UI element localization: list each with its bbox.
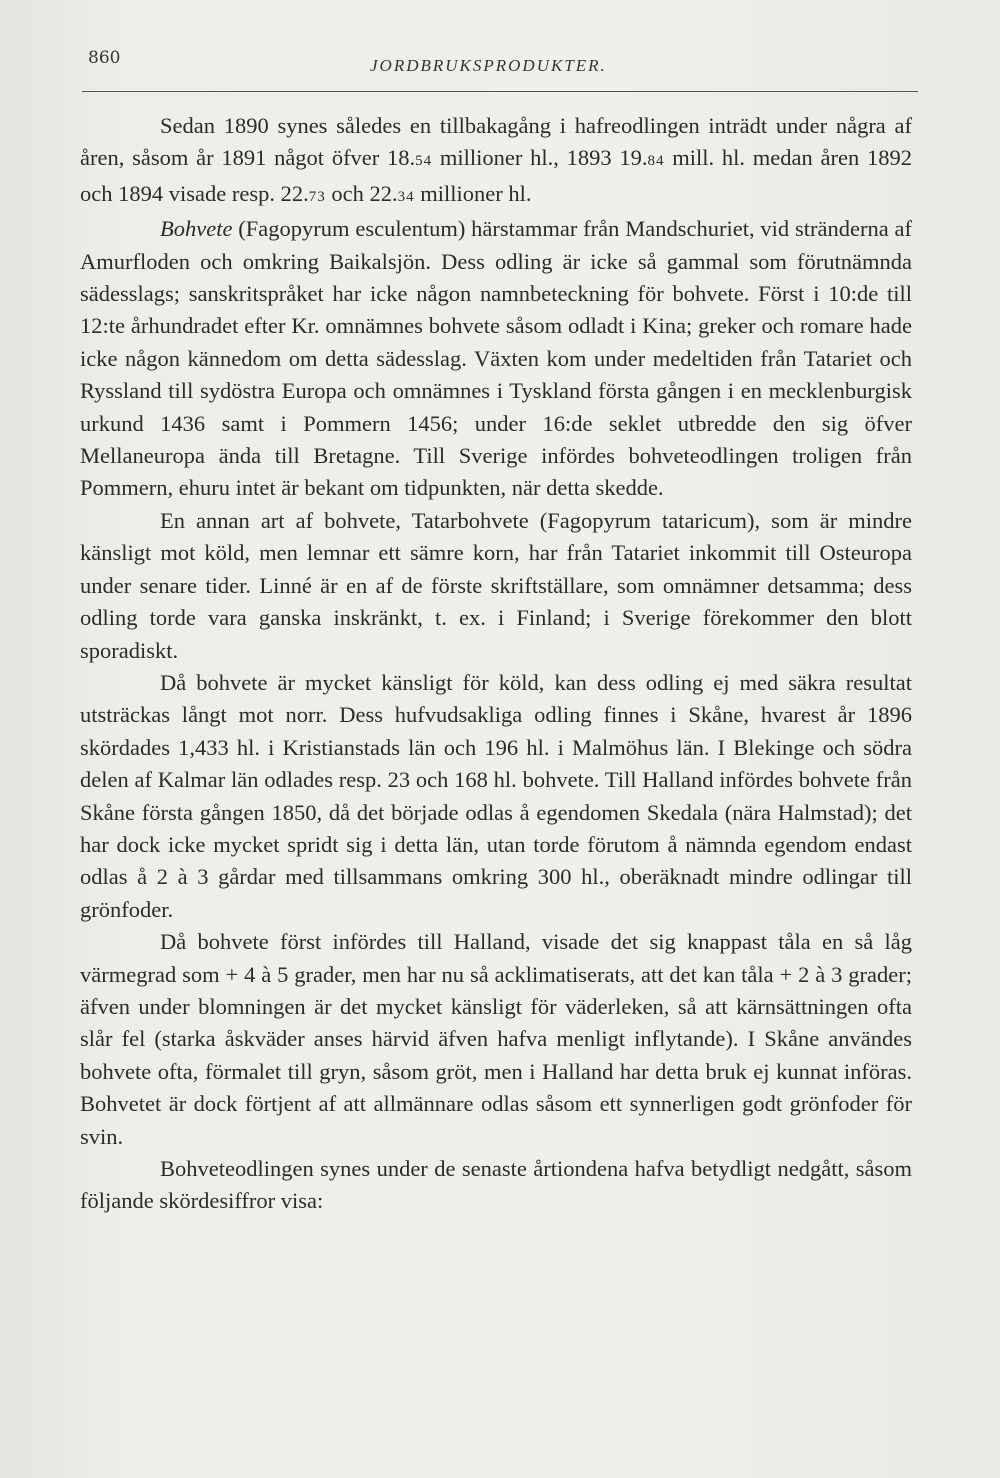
paragraph-1: Sedan 1890 synes således en tillbakagång i hafreodlingen inträdt under några af åren, såsom år 1891 något öfver 18.54 millioner hl., 1893 19.84 mill. hl. medan åren 1892 och 1894 visade resp. 22.73 och 22.34 millioner hl. <box>80 113 912 206</box>
page-header <box>88 44 918 84</box>
paragraph-3: En annan art af bohvete, Tatarbohvete (Fagopyrum tataricum), som är mindre känsligt mot köld, men lemnar ett sämre korn, har från Tatariet inkommit till Osteuropa under senare tider. Linné är en af de förste skriftställare, som omnämner detsamma; dess odling torde vara ganska inskränkt, t. ex. i Finland; i Sverige förekommer den blott sporadiskt. <box>80 507 912 663</box>
paragraph-6: Bohveteodlingen synes under de senaste årtiondena hafva betydligt nedgått, såsom följande skördesiffror visa: <box>80 1156 912 1214</box>
body-text <box>80 110 912 1218</box>
paragraph-4: Då bohvete är mycket känsligt för köld, kan dess odling ej med säkra resultat utsträckas långt mot norr. Dess hufvudsakliga odling finnes i Skåne, hvarest år 1896 skördades 1,433 hl. i Kristianstads län och 196 hl. i Malmöhus län. I Blekinge och södra delen af Kalmar län odlades resp. 23 och 168 hl. bohvete. Till Halland infördes bohvete från Skåne första gången 1850, då det började odlas å egendomen Skedala (nära Halmstad); det har dock icke mycket spridt sig i detta län, utan torde förutom å nämnda egendom endast odlas å 2 à 3 gårdar med tillsammans omkring 300 hl., oberäknadt mindre odlingar till grönfoder. <box>80 669 912 922</box>
term-bohvete: Bohvete <box>160 216 233 242</box>
paragraph-2: Bohvete (Fagopyrum esculentum) härstammar från Mandschuriet, vid stränderna af Amurfloden och omkring Baikalsjön. Dess odling är icke så gammal som förutnämnda sädesslags; sanskritspråket har icke någon namnbeteckning för bohvete. Först i 10:de till 12:te århundradet efter Kr. omnämnes bohvete såsom odladt i Kina; greker och romare hade icke någon kännedom om detta sädesslag. Växten kom under medeltiden från Tatariet och Ryssland till sydöstra Europa och omnämnes i Tyskland första gången i en mecklenburgisk urkund 1436 samt i Pommern 1456; under 16:de seklet utbredde den sig öfver Mellaneuropa ända till Bretagne. Till Sverige infördes bohveteodlingen troligen från Pommern, ehuru intet är bekant om tidpunkten, när detta skedde. <box>80 216 912 501</box>
page-number: 860 <box>88 48 121 68</box>
paragraph-5: Då bohvete först infördes till Halland, visade det sig knappast tåla en så låg värmegrad som + 4 à 5 grader, men har nu så acklimatiserats, att det kan tåla + 2 à 3 grader; äfven under blomningen är det mycket känsligt för väderleken, så att kärnsättningen ofta slår fel (starka åskväder anses härvid äfven hafva menligt inflytande). I Skåne användes bohvete ofta, förmalet till gryn, såsom gröt, men i Halland har detta bruk ej kunnat införas. Bohvetet är dock förtjent af att allmännare odlas såsom ett synnerligen godt grönfoder för svin. <box>80 929 912 1149</box>
running-head: JORDBRUKSPRODUKTER. <box>370 56 607 75</box>
header-rule <box>82 91 918 92</box>
